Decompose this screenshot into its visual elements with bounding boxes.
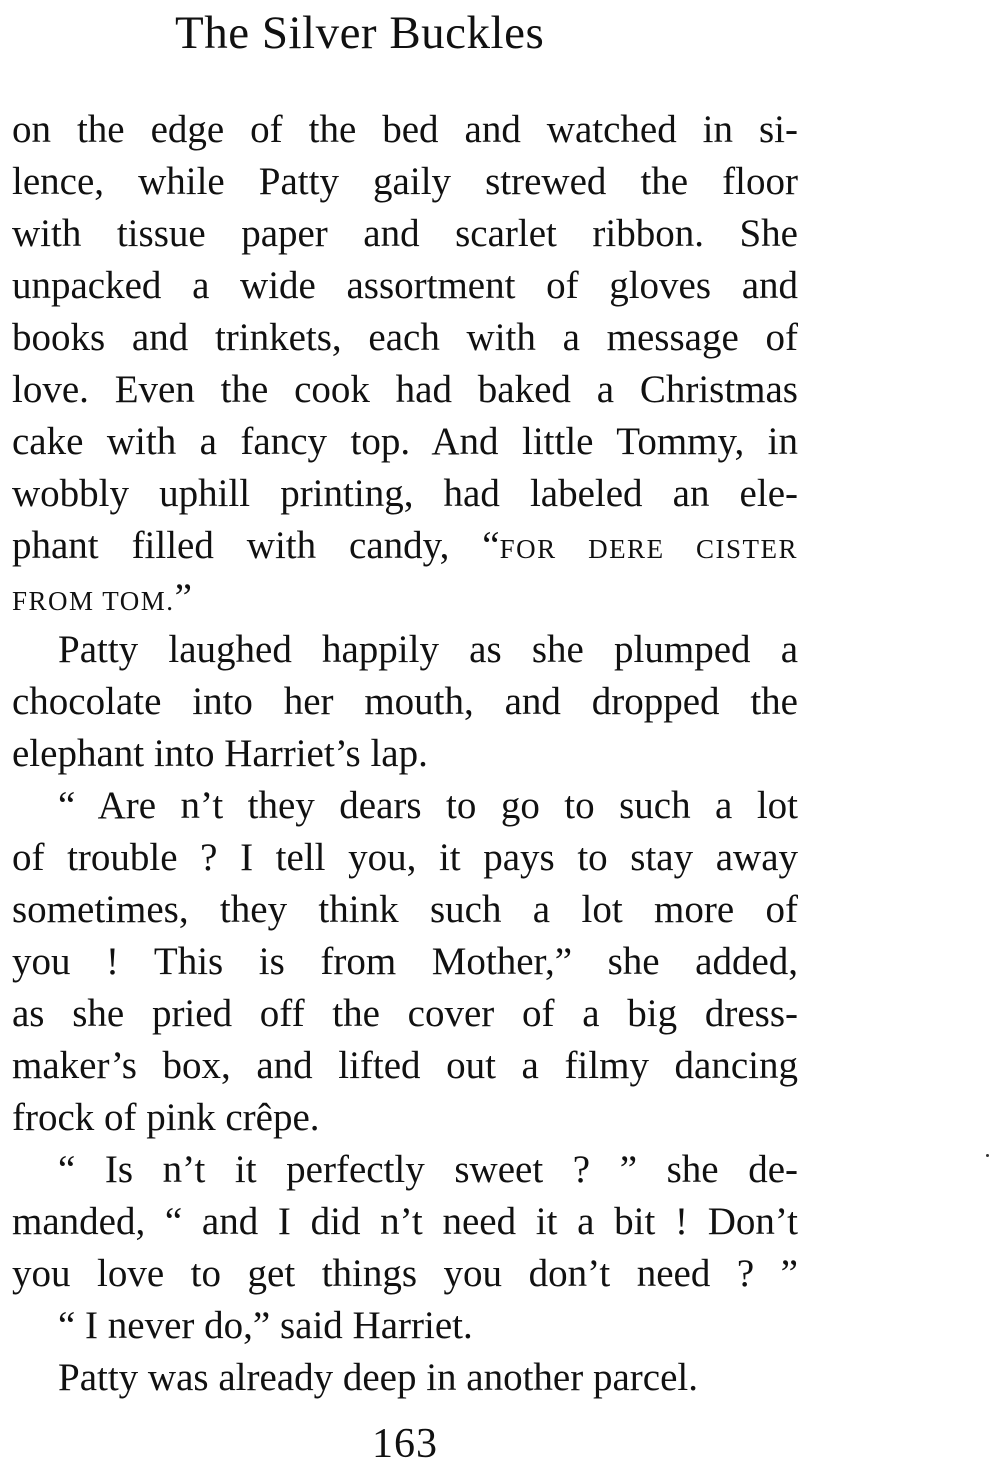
running-head: The Silver Buckles <box>175 7 545 59</box>
text-line: love. Even the cook had baked a Christmas <box>12 368 798 411</box>
text-line: wobbly uphill printing, had labeled an ele- <box>12 472 798 515</box>
text-line: “ Is n’t it perfectly sweet ? ” she de- <box>58 1148 798 1191</box>
text-line: maker’s box, and lifted out a filmy dancing <box>12 1044 798 1087</box>
body-text <box>12 104 798 1404</box>
text-line: with tissue paper and scarlet ribbon. She <box>12 212 798 255</box>
text-line: books and trinkets, each with a message of <box>12 316 798 359</box>
text-line: manded, “ and I did n’t need it a bit ! Don’t <box>12 1200 798 1243</box>
text-line: elephant into Harriet’s lap. <box>12 732 428 775</box>
text-line: on the edge of the bed and watched in si- <box>12 108 798 151</box>
text-line: lence, while Patty gaily strewed the floor <box>12 160 798 203</box>
text-line: you ! This is from Mother,” she added, <box>12 940 798 983</box>
text-line: chocolate into her mouth, and dropped the <box>12 680 798 723</box>
text-line: “ Are n’t they dears to go to such a lot <box>58 784 798 827</box>
ink-speck <box>986 1154 989 1157</box>
text-line: Patty was already deep in another parcel. <box>58 1356 698 1399</box>
text-line: “ I never do,” said Harriet. <box>58 1304 473 1347</box>
text-line: frock of pink crêpe. <box>12 1096 320 1139</box>
text-line: you love to get things you don’t need ? ” <box>12 1252 798 1295</box>
text-line: cake with a fancy top. And little Tommy, in <box>12 420 798 463</box>
text-line: FROM TOM.” <box>12 576 192 619</box>
page-number: 163 <box>372 1421 438 1467</box>
small-caps-text: FOR DERE CISTER <box>499 534 798 564</box>
text-line: of trouble ? I tell you, it pays to stay away <box>12 836 798 879</box>
text-line: Patty laughed happily as she plumped a <box>58 628 798 671</box>
small-caps-text: FROM TOM. <box>12 586 175 616</box>
text-line: sometimes, they think such a lot more of <box>12 888 798 931</box>
text-line: as she pried off the cover of a big dress- <box>12 992 798 1035</box>
text-line: phant filled with candy, “FOR DERE CISTER <box>12 524 798 567</box>
text-line: unpacked a wide assortment of gloves and <box>12 264 798 307</box>
